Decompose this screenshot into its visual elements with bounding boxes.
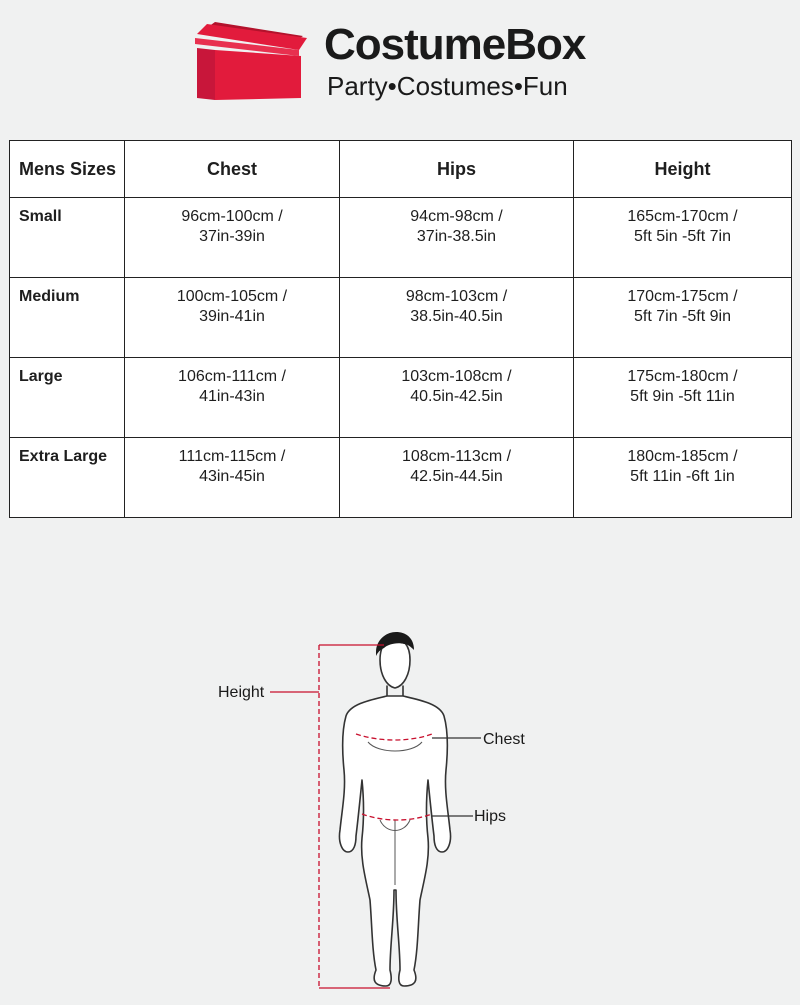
header-mens-sizes: Mens Sizes bbox=[10, 141, 125, 198]
hips-label: Hips bbox=[474, 808, 507, 825]
height-label: Height bbox=[218, 684, 265, 701]
chest-cell: 111cm-115cm / 43in-45in bbox=[125, 438, 340, 518]
header-hips: Hips bbox=[340, 141, 574, 198]
table-row bbox=[10, 358, 792, 438]
height-cell: 170cm-175cm / 5ft 7in -5ft 9in bbox=[574, 278, 792, 358]
size-chart-table bbox=[9, 140, 792, 518]
size-name: Large bbox=[10, 358, 125, 438]
size-name: Extra Large bbox=[10, 438, 125, 518]
table-header-row bbox=[10, 141, 792, 198]
chest-label: Chest bbox=[483, 731, 525, 748]
brand-header bbox=[0, 0, 800, 120]
chest-cell: 106cm-111cm / 41in-43in bbox=[125, 358, 340, 438]
height-cell: 175cm-180cm / 5ft 9in -5ft 11in bbox=[574, 358, 792, 438]
height-cell: 165cm-170cm / 5ft 5in -5ft 7in bbox=[574, 198, 792, 278]
box-logo-icon bbox=[195, 18, 307, 107]
header-chest: Chest bbox=[125, 141, 340, 198]
height-cell: 180cm-185cm / 5ft 11in -6ft 1in bbox=[574, 438, 792, 518]
brand-name: CostumeBox bbox=[324, 20, 586, 69]
table-row bbox=[10, 198, 792, 278]
hips-cell: 98cm-103cm / 38.5in-40.5in bbox=[340, 278, 574, 358]
size-name: Small bbox=[10, 198, 125, 278]
hips-cell: 94cm-98cm / 37in-38.5in bbox=[340, 198, 574, 278]
size-name: Medium bbox=[10, 278, 125, 358]
table-row bbox=[10, 438, 792, 518]
table-row bbox=[10, 278, 792, 358]
chest-cell: 100cm-105cm / 39in-41in bbox=[125, 278, 340, 358]
hips-cell: 103cm-108cm / 40.5in-42.5in bbox=[340, 358, 574, 438]
chest-cell: 96cm-100cm / 37in-39in bbox=[125, 198, 340, 278]
header-height: Height bbox=[574, 141, 792, 198]
brand-tagline: Party•Costumes•Fun bbox=[327, 71, 568, 101]
hips-cell: 108cm-113cm / 42.5in-44.5in bbox=[340, 438, 574, 518]
measurement-diagram bbox=[200, 630, 540, 1000]
